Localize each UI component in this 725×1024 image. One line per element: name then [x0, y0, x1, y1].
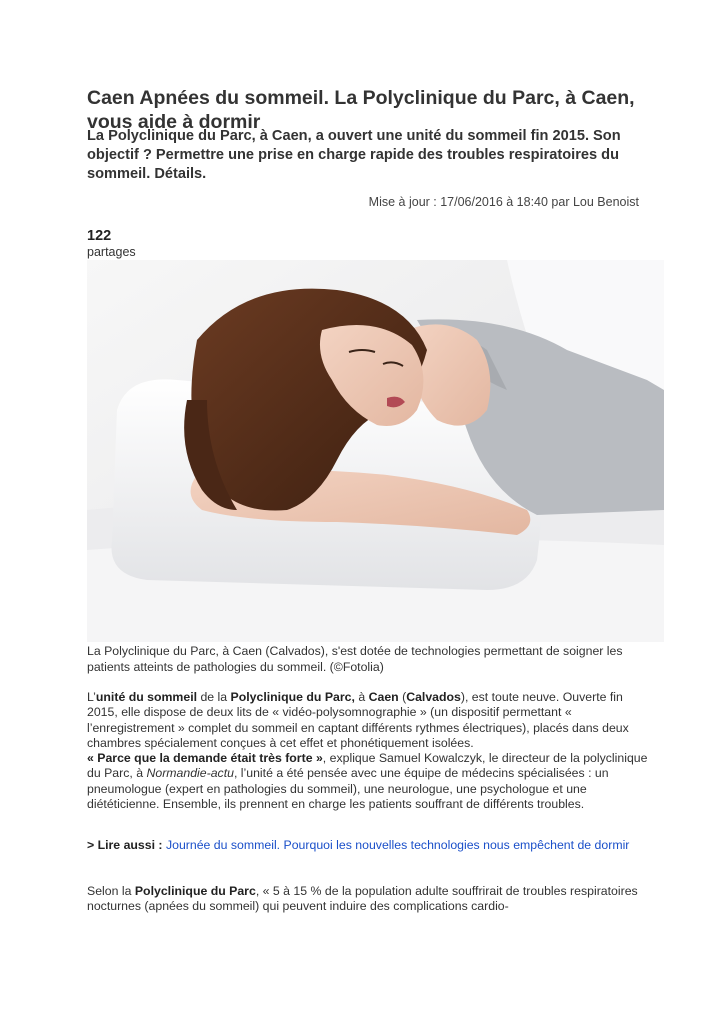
- article-photo: [87, 260, 664, 642]
- paragraph-quote: [87, 751, 657, 812]
- text: , explique Samuel Kowalczyk, le directeur de la polyclinique du Parc, à: [87, 751, 648, 781]
- bold-quote: « Parce que la demande était très forte »: [87, 751, 323, 765]
- text: L’: [87, 690, 96, 704]
- text: à: [354, 690, 369, 704]
- shares-count[interactable]: 122: [87, 228, 112, 244]
- bold-text: Caen: [368, 690, 399, 704]
- bold-text: Polyclinique du Parc,: [230, 690, 355, 704]
- paragraph-unit: [87, 690, 657, 751]
- read-also: [87, 838, 657, 853]
- bold-text: unité du sommeil: [95, 690, 198, 704]
- text: de la: [197, 690, 231, 704]
- shares-label: partages: [87, 245, 136, 259]
- bold-text: Polyclinique du Parc: [134, 884, 256, 898]
- read-also-link[interactable]: Journée du sommeil. Pourquoi les nouvelles technologies nous empêchent de dormir: [165, 838, 630, 852]
- article-lead: La Polyclinique du Parc, à Caen, a ouvert une unité du sommeil fin 2015. Son objectif ? Permettre une prise en charge rapide des troubles respiratoires du sommeil. Détails.: [87, 128, 621, 182]
- update-info: Mise à jour : 17/06/2016 à 18:40 par Lou Benoist: [368, 195, 639, 209]
- text: ), est toute neuve. Ouverte fin 2015, elle dispose de deux lits de « vidéo-polysomnographie » (un dispositif permettant « l’enregistrement » complet du sommeil en captant différents rythmes électriques), placés dans deux chambres spécialement conçues à cet effet et phonétiquement isolées.: [87, 690, 629, 750]
- text: (: [398, 690, 407, 704]
- article-title: Caen Apnées du sommeil. La Polyclinique du Parc, à Caen, vous aide à dormir: [87, 87, 635, 133]
- text: , « 5 à 15 % de la population adulte souffrirait de troubles respiratoires nocturnes (apnées du sommeil) qui peuvent induire des complications cardio-: [87, 884, 638, 914]
- read-also-label: > Lire aussi :: [87, 838, 163, 852]
- paragraph-statistics: [87, 884, 657, 915]
- bold-text: Calvados: [406, 690, 461, 704]
- image-caption: La Polyclinique du Parc, à Caen (Calvados), s'est dotée de technologies permettant de soigner les patients atteints de pathologies du sommeil. (©Fotolia): [87, 644, 623, 674]
- text: , l’unité a été pensée avec une équipe de médecins spécialisées : un pneumologue (expert en pathologies du sommeil), une neurologue, une psychologue et une diététicienne. Ensemble, ils prennent en charge les patients souffrant de différents troubles.: [87, 766, 609, 811]
- italic-source: Normandie-actu: [146, 766, 234, 781]
- text: Selon la: [87, 884, 135, 898]
